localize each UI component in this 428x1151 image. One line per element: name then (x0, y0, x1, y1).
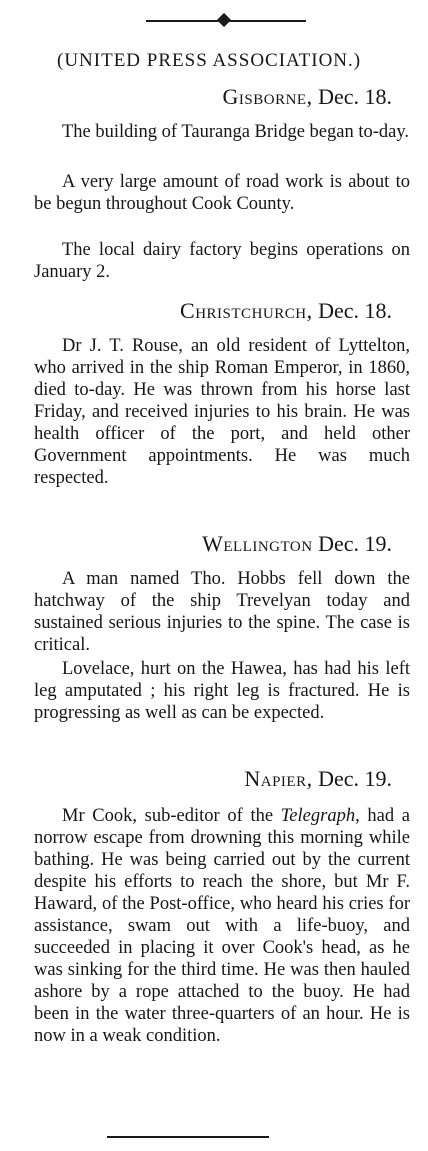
dateline-date: Dec. 18. (318, 298, 392, 323)
rule-diamond-ornament (217, 13, 231, 27)
dateline-place: Christchurch, (180, 298, 313, 323)
dateline-napier (244, 766, 392, 792)
newspaper-title: Telegraph (280, 806, 356, 826)
paragraph-road-work: A very large amount of road work is about to be begun throughout Cook County. (34, 172, 410, 214)
paragraph-dairy-factory: The local dairy factory begins operations on January 2. (34, 240, 410, 282)
dateline-date: Dec. 18. (318, 84, 392, 109)
paragraph-tauranga-bridge: The building of Tauranga Bridge began to-day. (62, 122, 410, 142)
dateline-place: Wellington (202, 531, 313, 556)
paragraph-cook-rescue: Mr Cook, sub-editor of the Telegraph, had a norrow escape from drowning this morning while bathing. He was being carried out by the current despite his efforts to reach the shore, but Mr F. Haward, of the Post-office, who heard his cries for assistance, swam out with a life-buoy, and succeeded in placing it over Cook's head, as he was sinking for the third time. He was then hauled ashore by a rope attached to the buoy. He had been in the water three-quarters of an hour. He is now in a weak condition. (34, 806, 410, 1046)
paragraph-hobbs-accident: A man named Tho. Hobbs fell down the hatchway of the ship Trevelyan today and sustained serious injuries to the spine. The case is critical. (34, 569, 410, 655)
top-ornamental-rule (146, 20, 306, 22)
paragraph-rouse-obituary: Dr J. T. Rouse, an old resident of Lyttelton, who arrived in the ship Roman Emperor, in 1860, died to-day. He was thrown from his horse last Friday, and received injuries to his brain. He was health officer of the port, and held other Government appointments. He was much respected. (34, 336, 410, 488)
paragraph-lovelace: Lovelace, hurt on the Hawea, has had his left leg amputated ; his right leg is fractured. He is progressing as well as can be expected. (34, 659, 410, 723)
agency-credit: (UNITED PRESS ASSOCIATION.) (57, 50, 362, 71)
dateline-wellington (202, 531, 392, 557)
dateline-place: Napier, (244, 766, 313, 791)
dateline-date: Dec. 19. (318, 766, 392, 791)
dateline-place: Gisborne, (222, 84, 313, 109)
dateline-christchurch (180, 298, 392, 324)
bottom-rule (107, 1136, 269, 1138)
dateline-gisborne (223, 84, 392, 110)
dateline-date: Dec. 19. (318, 531, 392, 556)
